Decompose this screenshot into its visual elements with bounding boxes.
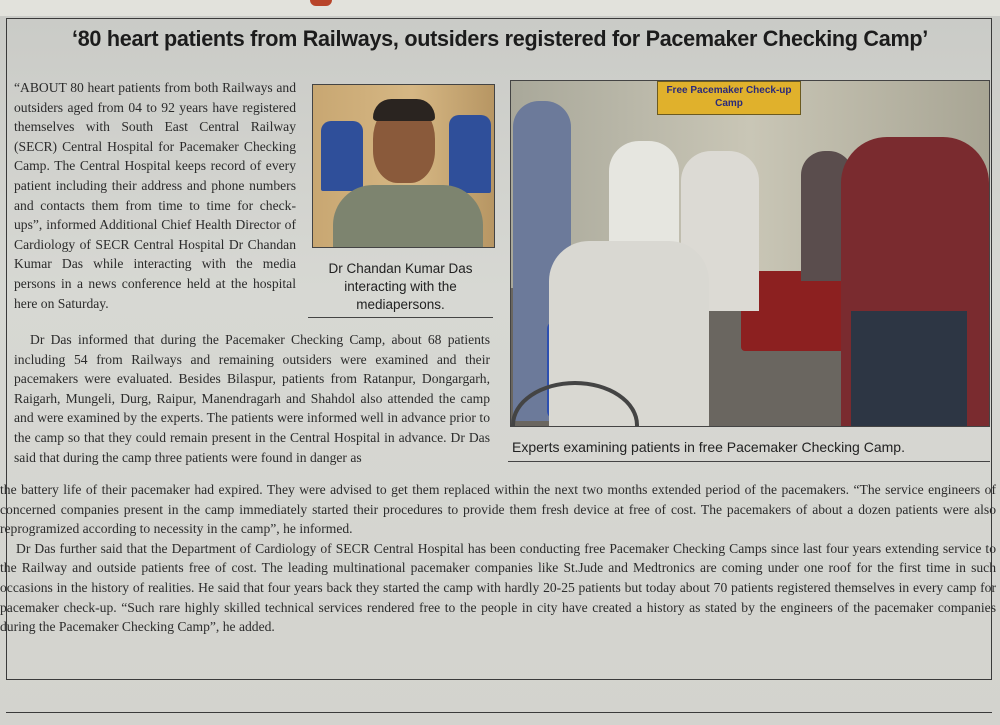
camp-photo-caption: Experts examining patients in free Pacemaker Checking Camp. (512, 439, 905, 455)
portrait-caption: Dr Chandan Kumar Das interacting with the mediapersons. (328, 261, 473, 312)
camp-photo (510, 80, 990, 427)
paragraph-3: the battery life of their pacemaker had expired. They were advised to get them replaced within the next two months extended period of the pacemakers. “The service engineers of concerned companies present in the camp immediately started their procedures to provide them fresh device at free of cost. The pacemakers of about a dozen patients were also reprogramized according to necessity in the camp”, he informed. (0, 482, 996, 537)
article-column-2 (14, 330, 490, 467)
paragraph-2: Dr Das informed that during the Pacemaker Checking Camp, about 68 patients including 54 from Railways and remaining outsiders were examined and their pacemakers were evaluated. Besides Bilaspur, patients from Ratanpur, Dongargarh, Raigarh, Mungeli, Durg, Raipur, Manendragarh and Shahdol also attended the camp and were examined by the experts. The patients were informed well in advance prior to the camp so that they could remain present in the Central Hospital in advance. Dr Das said that during the camp three patients were found in danger as (14, 332, 490, 465)
top-strip (0, 0, 1000, 16)
bottom-rule (6, 712, 992, 713)
caption-rule (308, 317, 493, 318)
paragraph-1: “ABOUT 80 heart patients from both Railways and outsiders aged from 04 to 92 years have registered themselves with South East Central Railway (SECR) Central Hospital for Pacemaker Checking Camp. The Central Hospital keeps record of every patient including their address and phone numbers and contacts them from time to time for check-ups”, informed Additional Chief Health Director of Cardiology of SECR Central Hospital Dr Chandan Kumar Das while interacting with the media persons in a news conference held at the hospital here on Saturday. (14, 80, 296, 311)
portrait-photo (312, 84, 495, 248)
headline: ‘80 heart patients from Railways, outsiders registered for Pacemaker Checking Camp’ (71, 26, 929, 51)
paragraph-4: Dr Das further said that the Department of Cardiology of SECR Central Hospital has been conducting free Pacemaker Checking Camps since last four years extending service to the Railway and outside patients free of cost. The leading multinational pacemaker companies like St.Jude and Medtronics are coming under one roof for the first time in such occasions in the history of realities. He said that four years back they started the camp with hardly 20-25 patients but today about 70 patients registered themselves in every camp for pacemaker check-up. “Such rare highly skilled technical services rendered free to the people in city have created a history as stated by the engineers of the pacemaker companies during the Pacemaker Checking Camp”, he added. (0, 540, 996, 635)
camp-banner: Free Pacemaker Check-up Camp (657, 81, 801, 115)
article-column-1 (14, 78, 296, 313)
masthead-fragment (310, 0, 332, 6)
caption-rule-2 (508, 461, 990, 462)
article-full-width (0, 480, 996, 637)
